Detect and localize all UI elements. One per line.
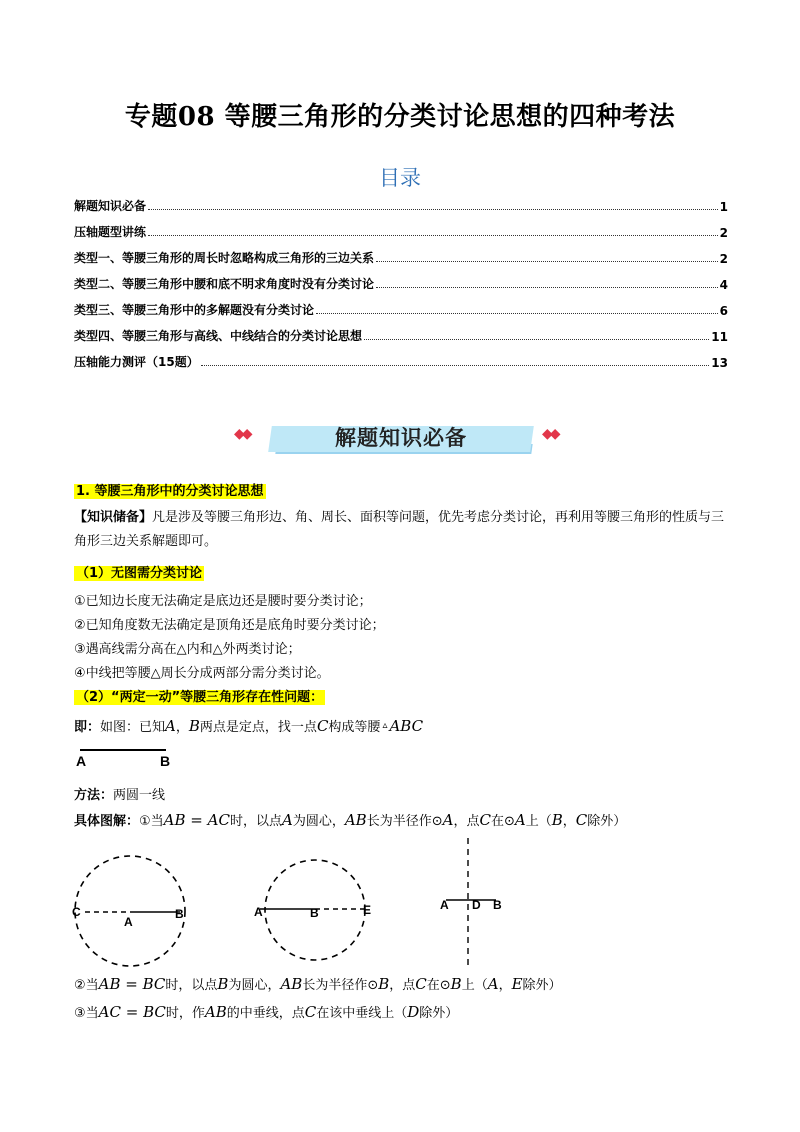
text-run: ，点	[389, 978, 416, 993]
text-run: 长为半径作⊙	[302, 978, 379, 993]
math-var: E	[511, 975, 523, 993]
point-label-a: A	[254, 905, 263, 919]
text-run: 在⊙	[426, 978, 451, 993]
reserve-label: 【知识储备】	[74, 510, 153, 525]
math-var: C	[304, 1003, 317, 1021]
toc-leader	[201, 365, 710, 366]
toc-entry-page: 13	[711, 356, 728, 370]
toc-entry-page: 11	[711, 330, 728, 344]
text-run: ，点	[453, 814, 480, 829]
point-label-b: B	[175, 907, 184, 921]
math-var: C	[479, 811, 491, 829]
method-line	[74, 784, 165, 803]
subheading-2	[74, 686, 325, 705]
point-label-a: A	[124, 915, 133, 929]
page-title: 专题08 等腰三角形的分类讨论思想的四种考法	[124, 102, 676, 132]
text-run: 上（	[525, 814, 552, 829]
case-1-line	[74, 810, 626, 829]
diamond-decoration-right: ◆◆	[542, 426, 558, 442]
toc-entry-page: 2	[719, 226, 728, 240]
toc-leader	[376, 287, 718, 288]
math-var: D	[407, 1003, 420, 1021]
toc-entry-page: 1	[719, 200, 728, 214]
diamond-decoration-left: ◆◆	[234, 426, 250, 442]
math-var: A	[165, 717, 176, 735]
text-run: 如图：已知	[100, 720, 166, 735]
subheading-1-text: （1）无图需分类讨论	[76, 566, 203, 581]
figure-perpendicular-bisector	[440, 838, 502, 966]
toc-entry-label: 类型三、等腰三角形中的多解题没有分类讨论	[74, 303, 315, 317]
point-label-b: B	[160, 753, 171, 768]
toc-entry-label: 类型二、等腰三角形中腰和底不明求角度时没有分类讨论	[74, 277, 375, 291]
toc-entry[interactable]	[74, 188, 728, 214]
section-banner	[226, 420, 576, 456]
math-equation: AB = BC	[98, 975, 166, 993]
circle-constructions-figure	[60, 836, 600, 970]
toc-entry-label: 类型一、等腰三角形的周长时忽略构成三角形的三边关系	[74, 251, 375, 265]
point-label-e: E	[363, 903, 372, 917]
figure-circle-b	[254, 860, 371, 960]
toc-entry[interactable]	[74, 266, 728, 292]
triangle-symbol: ▵	[382, 720, 388, 731]
dashed-circle	[75, 856, 185, 966]
toc-entry[interactable]	[74, 344, 728, 370]
text-run: 为圆心，	[292, 814, 345, 829]
text-run: 的中垂线，点	[226, 1006, 305, 1021]
text-run: 在⊙	[490, 814, 515, 829]
text-run: 除外）	[522, 978, 562, 993]
reserve-text: 凡是涉及等腰三角形边、角、周长、面积等问题，优先考虑分类讨论，再利用等腰三角形的性质与三角形三边关系解题即可。	[74, 510, 725, 549]
math-var: C	[415, 975, 427, 993]
toc-entry[interactable]	[74, 292, 728, 318]
text-run: ，	[175, 720, 189, 735]
math-var: B	[551, 811, 563, 829]
math-var: A	[514, 811, 526, 829]
list-item: ①已知边长度无法确定是底边还是腰时要分类讨论；	[74, 594, 372, 609]
text-run: ，	[562, 814, 576, 829]
point-label-b: B	[310, 906, 319, 920]
list-item: ④中线把等腰△周长分成两部分需分类讨论。	[74, 666, 330, 681]
list-item: ②已知角度数无法确定是顶角还是底角时要分类讨论；	[74, 618, 385, 633]
text-run: 为圆心，	[228, 978, 281, 993]
text-run: ②当	[74, 978, 99, 993]
section-heading	[74, 480, 266, 499]
subheading-2-text: （2）“两定一动”等腰三角形存在性问题：	[76, 690, 324, 705]
text-run: ①当	[139, 814, 164, 829]
math-var: B	[450, 975, 462, 993]
case-3-line	[74, 1002, 458, 1021]
text-run: 除外）	[587, 814, 627, 829]
math-var: ABC	[389, 717, 424, 735]
problem-statement	[74, 716, 423, 735]
toc-entry-label: 解题知识必备	[74, 199, 147, 213]
point-label-b: B	[493, 898, 502, 912]
math-equation: AC = BC	[98, 1003, 166, 1021]
section-heading-text: 1. 等腰三角形中的分类讨论思想	[76, 484, 264, 499]
text-run: 两点是定点，找一点	[199, 720, 317, 735]
text-run: 除外）	[419, 1006, 459, 1021]
toc-entry-page: 4	[719, 278, 728, 292]
math-var: C	[316, 717, 329, 735]
segment-ab-figure	[74, 744, 184, 768]
toc-entry-page: 6	[719, 304, 728, 318]
toc-entry-label: 压轴能力测评（15题）	[74, 355, 199, 369]
math-var: C	[575, 811, 588, 829]
text-run: 时，作	[165, 1006, 205, 1021]
text-run: 在该中垂线上（	[316, 1006, 408, 1021]
toc-entry-page: 2	[719, 252, 728, 266]
toc-leader	[148, 209, 718, 210]
subheading-1	[74, 562, 204, 581]
math-var: A	[487, 975, 499, 993]
figure-circle-a	[72, 856, 185, 966]
text-run: ③当	[74, 1006, 99, 1021]
text-run: 时，以点	[165, 978, 218, 993]
explain-label: 具体图解：	[74, 814, 140, 829]
math-var: B	[217, 975, 229, 993]
point-label-c: C	[72, 905, 81, 919]
text-run: 时，以点	[229, 814, 282, 829]
toc-entry[interactable]	[74, 214, 728, 240]
banner-title: 解题知识必备	[335, 426, 467, 450]
toc-leader	[364, 339, 709, 340]
text-run: 上（	[461, 978, 488, 993]
toc-entry[interactable]	[74, 318, 728, 344]
point-label-d: D	[472, 898, 481, 912]
ji-label: 即：	[74, 720, 101, 735]
toc-entry[interactable]	[74, 240, 728, 266]
list-item: ③遇高线需分高在△内和△外两类讨论；	[74, 642, 301, 657]
method-text: 两圆一线	[113, 788, 166, 803]
point-label-a: A	[440, 898, 449, 912]
point-label-a: A	[76, 753, 87, 768]
text-run: 构成等腰	[328, 720, 381, 735]
toc-heading: 目录	[379, 166, 421, 190]
method-label: 方法：	[74, 788, 114, 803]
math-var: AB	[280, 975, 303, 993]
knowledge-reserve-paragraph	[74, 506, 734, 554]
math-var: AB	[204, 1003, 227, 1021]
math-var: AB	[344, 811, 367, 829]
text-run: ，	[498, 978, 512, 993]
math-var: B	[188, 717, 200, 735]
table-of-contents	[74, 188, 728, 370]
case-2-line	[74, 974, 562, 993]
toc-leader	[316, 313, 718, 314]
toc-leader	[376, 261, 718, 262]
banner-box	[270, 422, 532, 454]
toc-entry-label: 压轴题型讲练	[74, 225, 147, 239]
text-run: 长为半径作⊙	[366, 814, 443, 829]
math-var: A	[281, 811, 293, 829]
math-var: A	[442, 811, 454, 829]
math-equation: AB = AC	[163, 811, 230, 829]
toc-entry-label: 类型四、等腰三角形与高线、中线结合的分类讨论思想	[74, 329, 363, 343]
math-var: B	[378, 975, 390, 993]
toc-leader	[148, 235, 718, 236]
